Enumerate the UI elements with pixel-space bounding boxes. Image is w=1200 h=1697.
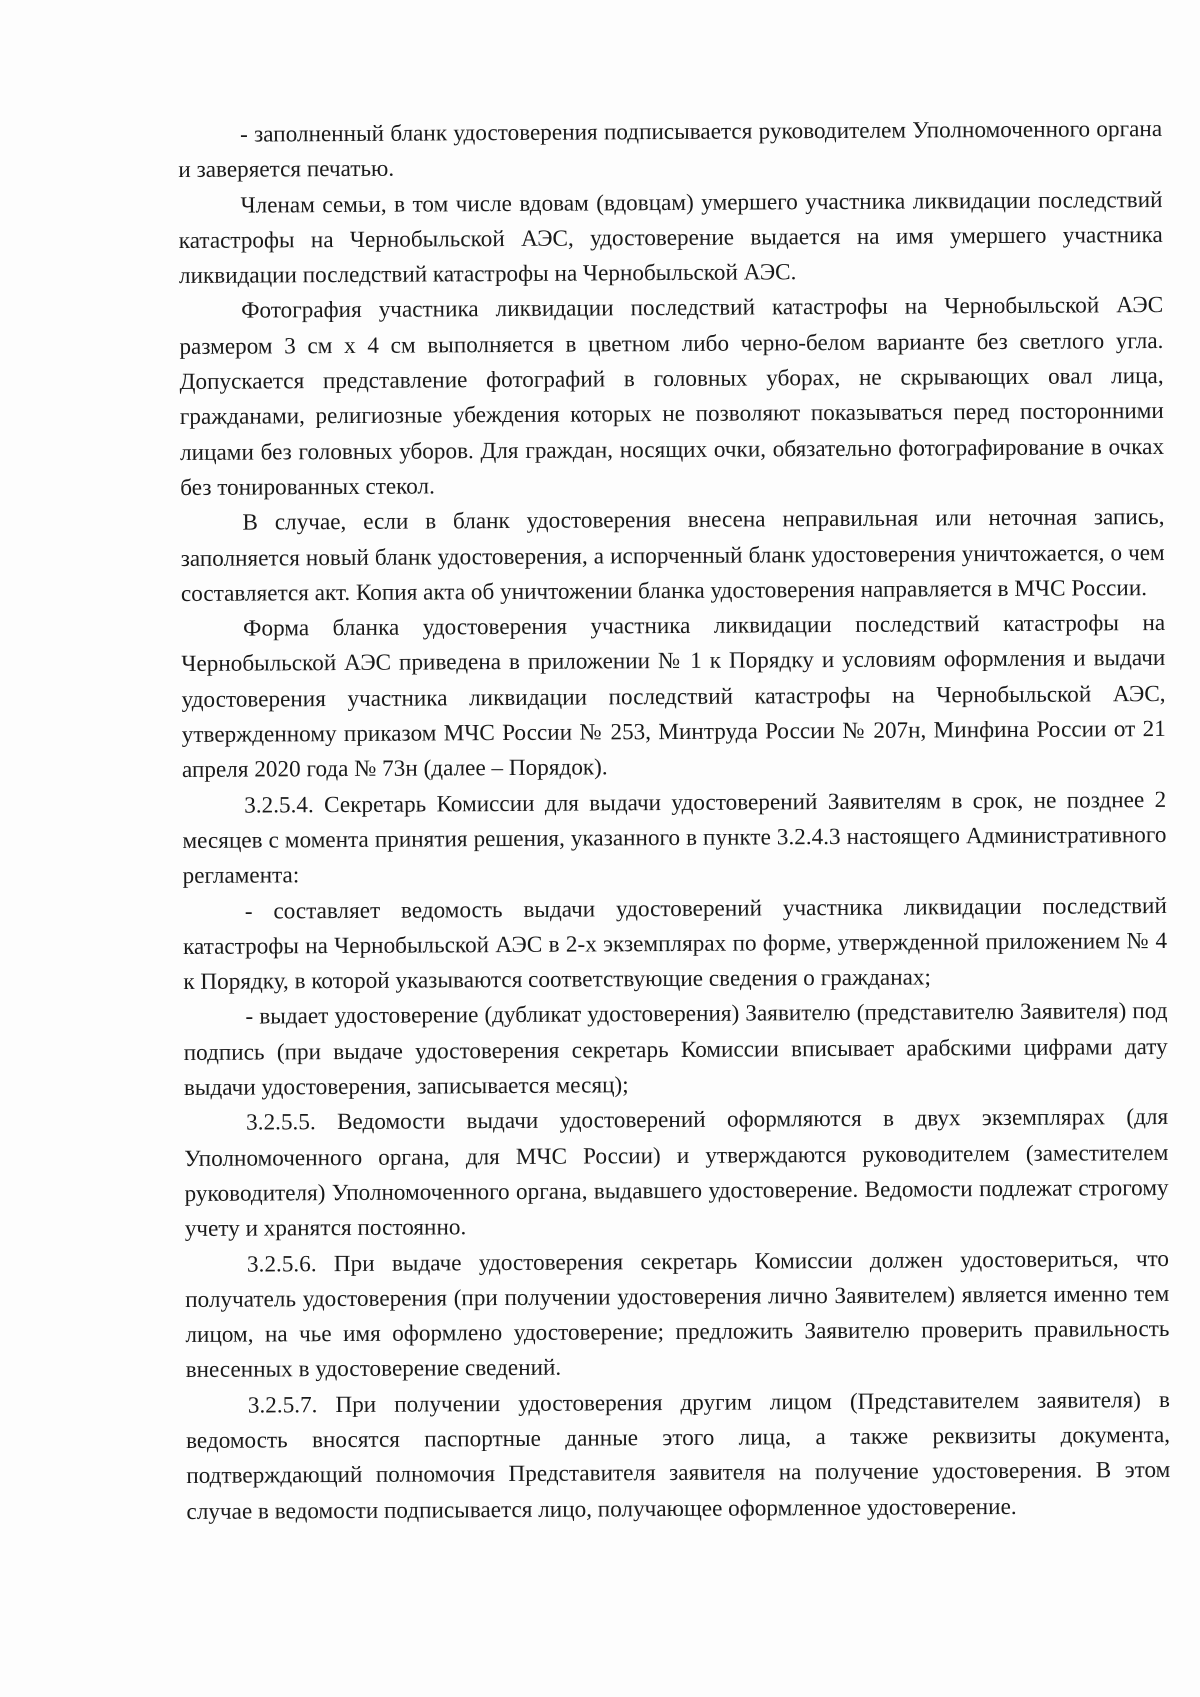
paragraph-3-2-5-5: 3.2.5.5. Ведомости выдачи удостоверений оформляются в двух экземплярах (для Уполномоченного органа, для МЧС России) и утверждаются руководителем (заместителем руководителя) Уполномоченного органа, выдавшего удостоверение. Ведомости подлежат строгому учету и хранятся постоянно. [184, 1104, 1169, 1243]
paragraph-form-reference: Форма бланка удостоверения участника ликвидации последствий катастрофы на Чернобыльской АЭС приведена в приложении № 1 к Порядку и условиям оформления и выдачи удостоверения участника ликвидации последствий катастрофы на Чернобыльской АЭС, утвержденному приказом МЧС России № 253, Минтруда России № 207н, Минфина России от 21 апреля 2020 года № 73н (далее – Порядок). [181, 610, 1166, 784]
document-body [178, 112, 1171, 1530]
paragraph-incorrect-entry: В случае, если в бланк удостоверения внесена неправильная или неточная запись, заполняется новый бланк удостоверения, а испорченный бланк удостоверения уничтожается, о чем составляется акт. Копия акта об уничтожении бланка удостоверения направляется в МЧС России. [180, 504, 1165, 607]
paragraph-family-members: Членам семьи, в том числе вдовам (вдовцам) умершего участника ликвидации последствий катастрофы на Чернобыльской АЭС, удостоверение выдается на имя умершего участника ликвидации последствий катастрофы на Чернобыльской АЭС. [178, 186, 1163, 290]
paragraph-3-2-5-4: 3.2.5.4. Секретарь Комиссии для выдачи удостоверений Заявителям в срок, не позднее 2 месяцев с момента принятия решения, указанного в пункте 3.2.4.3 настоящего Административного регламента: [182, 786, 1167, 890]
paragraph-signature-dash: - заполненный бланк удостоверения подписывается руководителем Уполномоченного органа и заверяется печатью. [178, 115, 1163, 184]
paragraph-statement-dash: - составляет ведомость выдачи удостоверений участника ликвидации последствий катастрофы на Чернобыльской АЭС в 2-х экземплярах по форме, утвержденной приложением № 4 к Порядку, в которой указываются соответствующие сведения о гражданах; [182, 892, 1168, 996]
paragraph-3-2-5-7: 3.2.5.7. При получении удостоверения другим лицом (Представителем заявителя) в ведомость вносятся паспортные данные этого лица, а также реквизиты документа, подтверждающий полномочия Представителя заявителя на получение удостоверения. В этом случае в ведомости подписывается лицо, получающее оформленное удостоверение. [186, 1386, 1171, 1525]
paragraph-issue-dash: - выдает удостоверение (дубликат удостоверения) Заявителю (представителю Заявителя) под подпись (при выдаче удостоверения секретарь Комиссии вписывает арабскими цифрами дату выдачи удостоверения, записывается месяц); [183, 998, 1168, 1101]
paragraph-photo-requirements: Фотография участника ликвидации последствий катастрофы на Чернобыльской АЭС размером 3 см х 4 см выполняется в цветном либо черно-белом варианте без светлого угла. Допускается представление фотографий в головных уборах, не скрывающих овал лица, гражданами, религиозные убеждения которых не позволяют показываться перед посторонними лицами без головных уборов. Для граждан, носящих очки, обязательно фотографирование в очках без тонированных стекол. [179, 292, 1165, 501]
paragraph-3-2-5-6: 3.2.5.6. При выдаче удостоверения секретарь Комиссии должен удостовериться, что получатель удостоверения (при получении удостоверения лично Заявителем) является именно тем лицом, на чье имя оформлено удостоверение; предложить Заявителю проверить правильность внесенных в удостоверение сведений. [185, 1245, 1170, 1384]
